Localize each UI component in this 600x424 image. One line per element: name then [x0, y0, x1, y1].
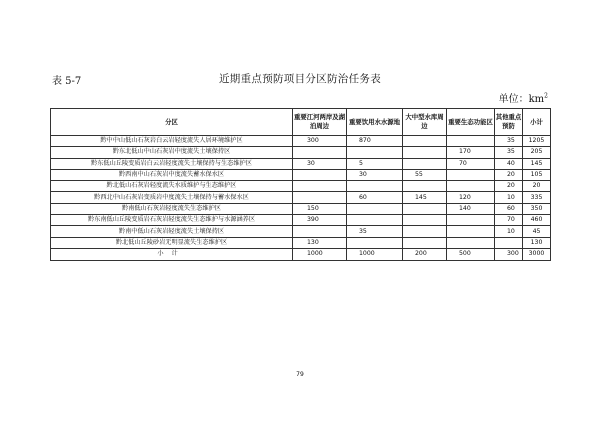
total-cell-ecological: 500	[447, 248, 495, 260]
total-cell-major-river: 1000	[293, 248, 347, 260]
cell-subtotal: 45	[523, 226, 551, 237]
table-row	[51, 169, 551, 180]
cell-area: 黔中中山低山石灰岩白云岩轻度流失人居环境维护区	[51, 136, 293, 147]
cell-other	[495, 237, 523, 248]
cell-ecological: 120	[447, 192, 495, 203]
cell-subtotal: 20	[523, 181, 551, 192]
cell-ecological: 140	[447, 203, 495, 214]
table-row	[51, 203, 551, 214]
cell-area: 黔西南中山石灰岩中度流失蓄水保水区	[51, 169, 293, 180]
cell-area: 黔南低山石灰岩轻度流失生态维护区	[51, 203, 293, 214]
cell-subtotal: 1205	[523, 136, 551, 147]
cell-drinking-water	[347, 203, 403, 214]
header-row	[51, 109, 551, 136]
table-row	[51, 181, 551, 192]
cell-major-river	[293, 192, 347, 203]
table-row	[51, 136, 551, 147]
cell-reservoir	[403, 237, 447, 248]
cell-drinking-water	[347, 147, 403, 158]
cell-other: 40	[495, 158, 523, 169]
cell-major-river: 150	[293, 203, 347, 214]
cell-other: 60	[495, 203, 523, 214]
cell-area: 黔北低山丘陵砂岩无明显流失生态维护区	[51, 237, 293, 248]
cell-ecological	[447, 237, 495, 248]
header-reservoir: 大中型水库周边	[403, 109, 447, 136]
cell-drinking-water	[347, 215, 403, 226]
cell-reservoir	[403, 226, 447, 237]
table-number: 表 5-7	[52, 76, 82, 87]
cell-subtotal: 350	[523, 203, 551, 214]
cell-ecological	[447, 169, 495, 180]
table-row	[51, 158, 551, 169]
cell-major-river: 130	[293, 237, 347, 248]
header-major-river: 重要江河两岸及湖泊周边	[293, 109, 347, 136]
cell-area: 黔东北低山中山石灰岩中度流失土壤保持区	[51, 147, 293, 158]
cell-reservoir: 145	[403, 192, 447, 203]
header-subtotal: 小计	[523, 109, 551, 136]
unit-label	[499, 90, 548, 105]
cell-ecological	[447, 215, 495, 226]
cell-reservoir	[403, 215, 447, 226]
total-row	[51, 248, 551, 260]
header-drinking-water: 重要饮用水水源地	[347, 109, 403, 136]
total-cell-other: 300	[495, 248, 523, 260]
cell-reservoir	[403, 136, 447, 147]
cell-drinking-water: 870	[347, 136, 403, 147]
header-other: 其他重点预防	[495, 109, 523, 136]
cell-major-river: 390	[293, 215, 347, 226]
cell-subtotal: 205	[523, 147, 551, 158]
cell-subtotal: 105	[523, 169, 551, 180]
cell-reservoir	[403, 158, 447, 169]
total-cell-reservoir: 200	[403, 248, 447, 260]
unit-text: 单位：km	[498, 94, 545, 105]
table-row	[51, 215, 551, 226]
cell-drinking-water: 60	[347, 192, 403, 203]
cell-reservoir	[403, 147, 447, 158]
cell-drinking-water: 5	[347, 158, 403, 169]
total-cell-subtotal: 3000	[523, 248, 551, 260]
cell-other: 35	[495, 147, 523, 158]
table-row	[51, 147, 551, 158]
table-row	[51, 192, 551, 203]
table-title: 近期重点预防项目分区防治任务表	[219, 73, 381, 85]
cell-major-river	[293, 147, 347, 158]
cell-ecological	[447, 226, 495, 237]
cell-major-river	[293, 181, 347, 192]
cell-other: 10	[495, 226, 523, 237]
header-ecological: 重要生态功能区	[447, 109, 495, 136]
cell-major-river	[293, 226, 347, 237]
cell-major-river: 30	[293, 158, 347, 169]
header-area: 分区	[51, 109, 293, 136]
cell-ecological: 170	[447, 147, 495, 158]
cell-area: 黔东低山丘陵变质岩白云岩轻度流失土壤保持与生态维护区	[51, 158, 293, 169]
table-row	[51, 237, 551, 248]
cell-other: 70	[495, 215, 523, 226]
cell-area: 黔南中低山石灰岩轻度流失土壤保持区	[51, 226, 293, 237]
cell-ecological	[447, 181, 495, 192]
cell-other: 20	[495, 181, 523, 192]
cell-drinking-water: 35	[347, 226, 403, 237]
cell-reservoir	[403, 203, 447, 214]
cell-drinking-water	[347, 181, 403, 192]
unit-superscript: 2	[544, 92, 548, 100]
page-number: 79	[296, 371, 304, 378]
cell-other: 20	[495, 169, 523, 180]
cell-major-river: 300	[293, 136, 347, 147]
cell-other: 35	[495, 136, 523, 147]
total-cell-area: 小计	[51, 248, 293, 260]
cell-area: 黔西北中山石灰岩变质岩中度流失土壤保持与蓄水保水区	[51, 192, 293, 203]
cell-area: 黔北低山石灰岩轻度流失水质维护与生态维护区	[51, 181, 293, 192]
cell-subtotal: 335	[523, 192, 551, 203]
cell-drinking-water: 30	[347, 169, 403, 180]
cell-ecological: 70	[447, 158, 495, 169]
cell-major-river	[293, 169, 347, 180]
cell-subtotal: 130	[523, 237, 551, 248]
cell-drinking-water	[347, 237, 403, 248]
cell-subtotal: 460	[523, 215, 551, 226]
cell-area: 黔东南低山丘陵变质岩石灰岩轻度流失生态维护与水源涵养区	[51, 215, 293, 226]
cell-subtotal: 145	[523, 158, 551, 169]
cell-other: 10	[495, 192, 523, 203]
table-row	[51, 226, 551, 237]
cell-ecological	[447, 136, 495, 147]
cell-reservoir: 55	[403, 169, 447, 180]
total-cell-drinking-water: 1000	[347, 248, 403, 260]
prevention-task-table	[50, 108, 551, 261]
cell-reservoir	[403, 181, 447, 192]
